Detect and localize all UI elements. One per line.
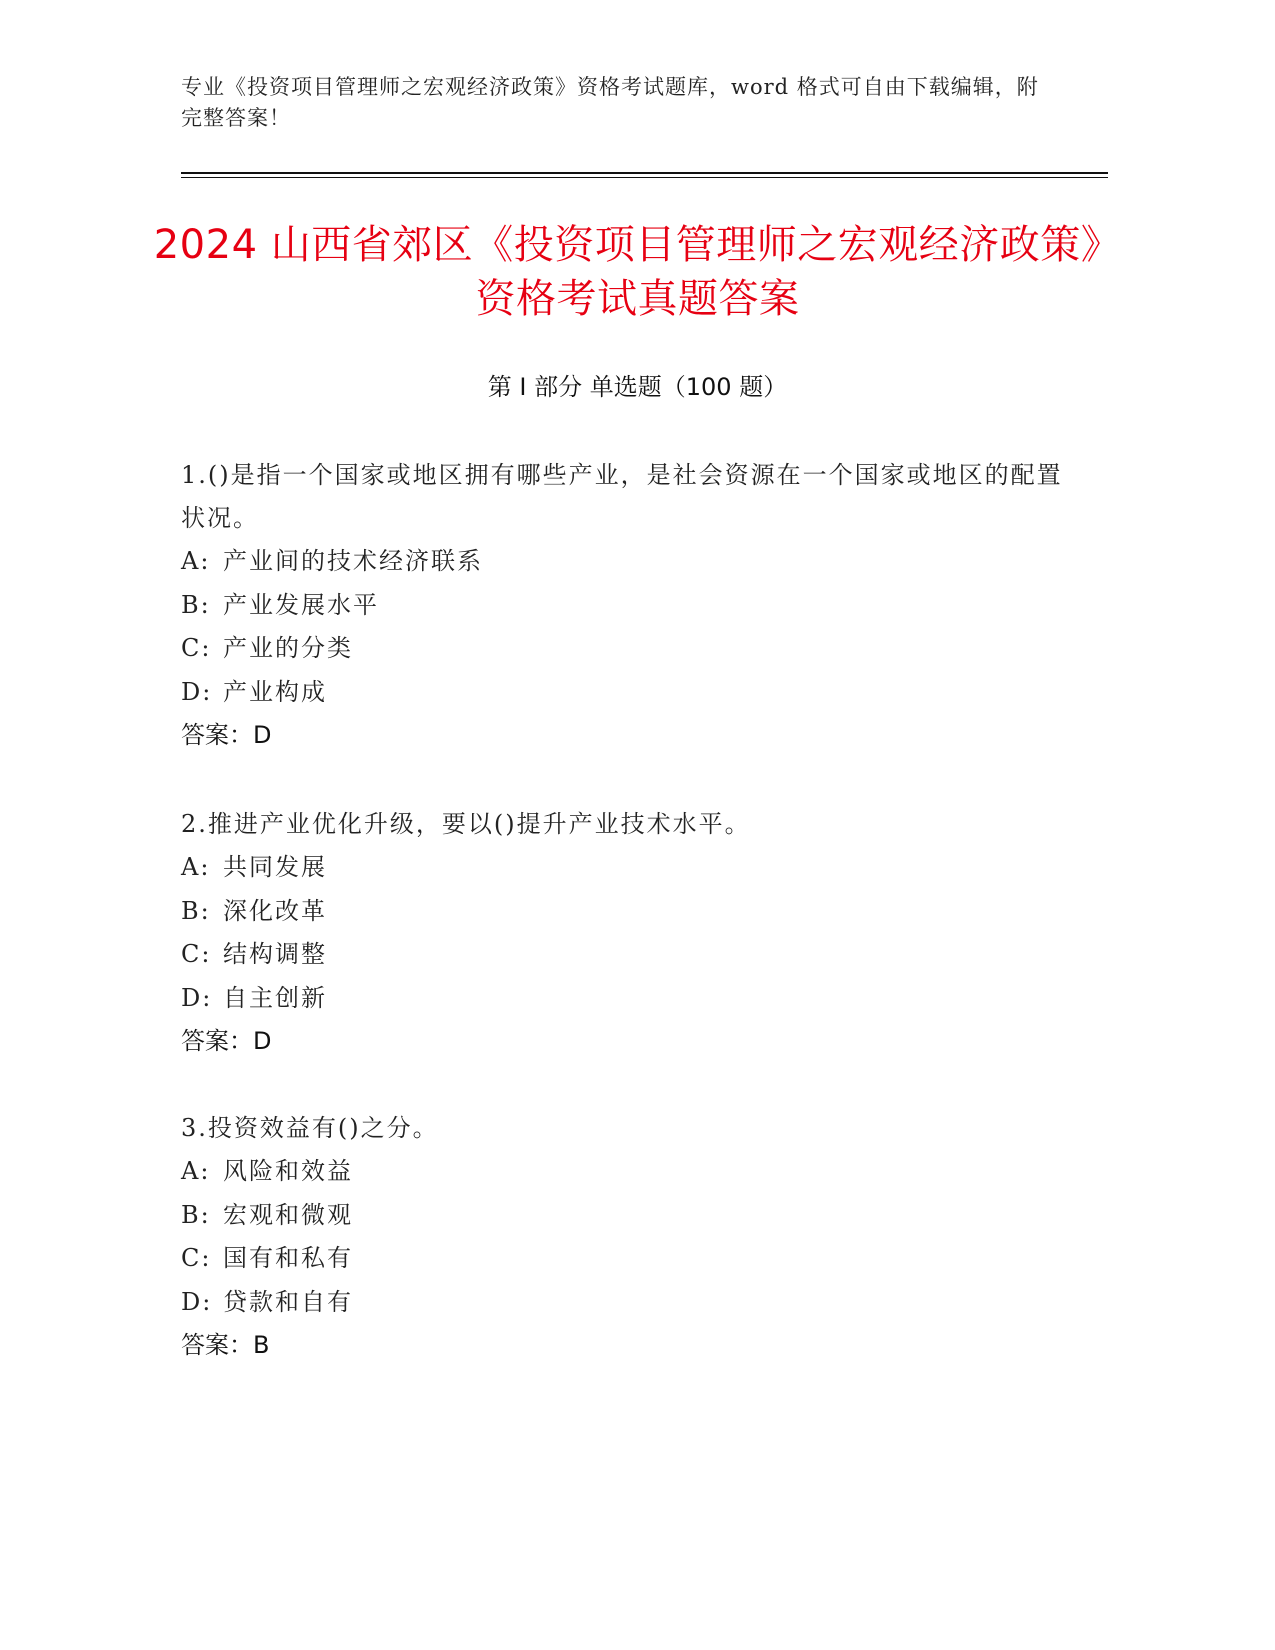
question-stem: 3.投资效益有()之分。 [181,1114,439,1142]
document-title: 2024 山西省郊区《投资项目管理师之宏观经济政策》资格考试真题答案 [153,222,1122,322]
question-2 [181,803,1081,1064]
answer: 答案：B [181,1331,270,1359]
option-b [181,890,1081,934]
option-text: 自主创新 [223,983,327,1012]
header-note: 专业《投资项目管理师之宏观经济政策》资格考试题库，word 格式可自由下载编辑，附完整答案！ [181,75,1039,130]
option-text: 宏观和微观 [223,1200,353,1229]
option-a [181,846,1081,890]
question-stem: 1.()是指一个国家或地区拥有哪些产业，是社会资源在一个国家或地区的配置状况。 [181,461,1063,532]
option-key: A: [181,1157,211,1185]
option-key: C: [181,1244,212,1272]
option-key: B: [181,1200,211,1229]
option-key: B: [181,590,211,619]
option-text: 风险和效益 [223,1157,353,1185]
option-key: D: [181,1287,213,1316]
option-text: 产业发展水平 [223,590,379,619]
option-c [181,933,1081,977]
section-title: 第 I 部分 单选题（100 题） [487,373,788,401]
option-key: B: [181,896,211,925]
option-a [181,540,1081,584]
option-key: D: [181,983,213,1012]
option-a [181,1150,1081,1194]
option-key: C: [181,940,212,968]
question-3 [181,1107,1081,1368]
option-text: 国有和私有 [223,1244,353,1272]
option-d [181,977,1081,1021]
option-text: 产业间的技术经济联系 [223,547,483,575]
option-text: 贷款和自有 [223,1287,353,1316]
option-b [181,1194,1081,1238]
option-d [181,671,1081,715]
option-text: 结构调整 [223,940,327,968]
option-text: 产业构成 [223,677,327,706]
option-key: A: [181,853,211,881]
option-c [181,627,1081,671]
header-divider-thin [181,177,1108,178]
header-divider-thick [181,172,1108,174]
option-key: C: [181,634,212,662]
option-text: 深化改革 [223,896,327,925]
option-text: 共同发展 [223,853,327,881]
question-stem: 2.推进产业优化升级，要以()提升产业技术水平。 [181,810,751,838]
option-text: 产业的分类 [223,634,353,662]
question-1 [181,454,1081,758]
option-b [181,584,1081,628]
option-d [181,1281,1081,1325]
option-c [181,1237,1081,1281]
option-key: D: [181,677,213,706]
answer: 答案：D [181,721,272,749]
option-key: A: [181,547,211,575]
answer: 答案：D [181,1027,272,1055]
